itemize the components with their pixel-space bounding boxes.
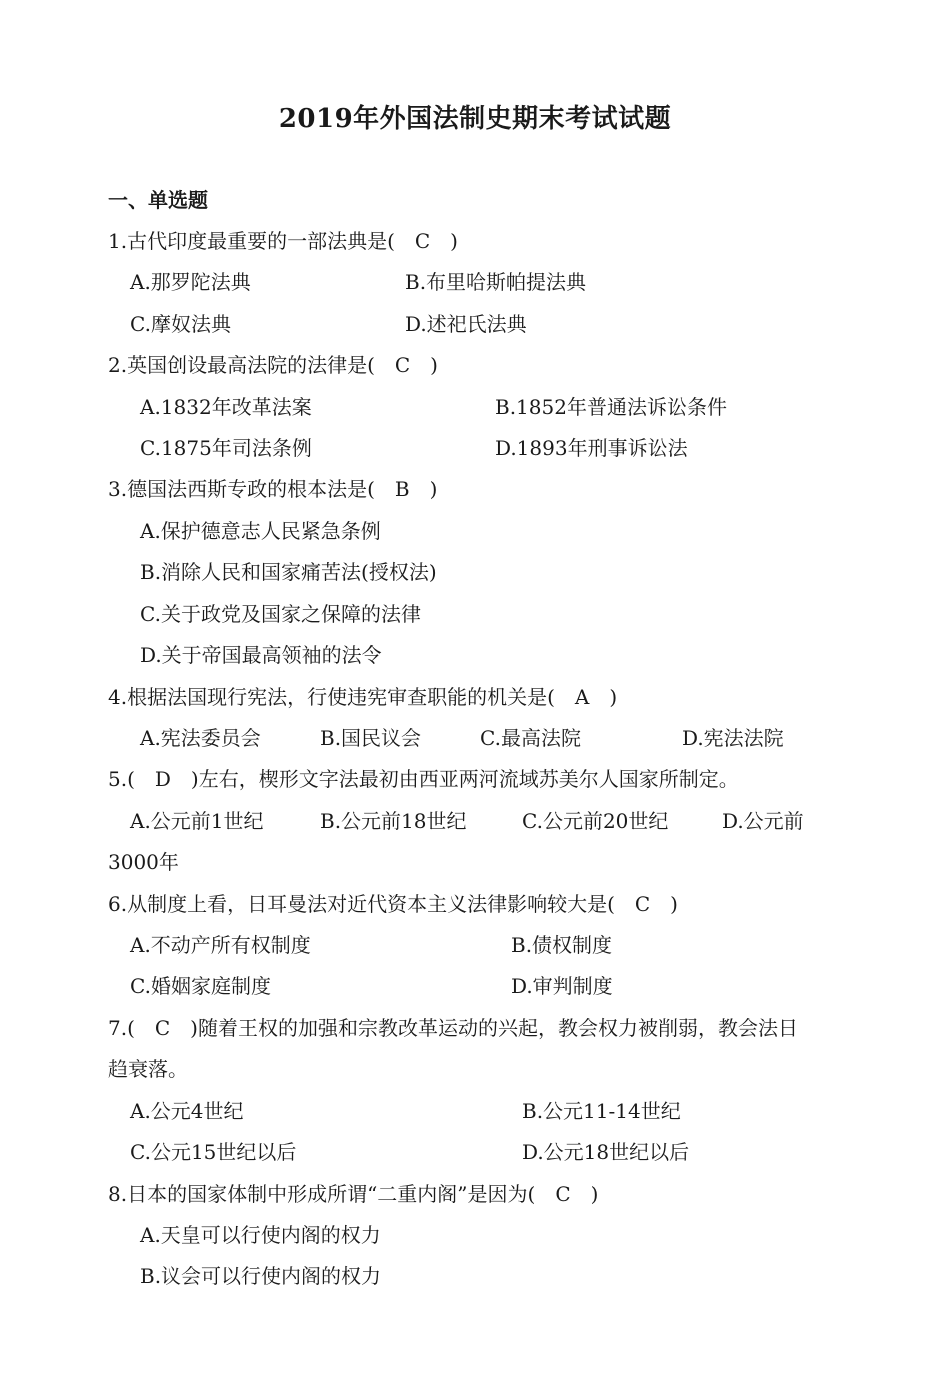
question-8-stem: 8.日本的国家体制中形成所谓“二重内阁”是因为( C ) bbox=[108, 1182, 599, 1206]
page-title: 2019年外国法制史期末考试试题 bbox=[278, 104, 672, 134]
question-5-option-c: C.公元前20世纪 bbox=[522, 809, 669, 833]
question-6-stem: 6.从制度上看，日耳曼法对近代资本主义法律影响较大是( C ) bbox=[108, 892, 678, 916]
question-2-option-c: C.1875年司法条例 bbox=[140, 436, 312, 460]
question-7-option-b: B.公元11-14世纪 bbox=[522, 1099, 681, 1123]
question-7-stem-wrap: 趋衰落。 bbox=[108, 1057, 188, 1081]
question-7-stem: 7.( C )随着王权的加强和宗教改革运动的兴起，教会权力被削弱，教会法日 bbox=[108, 1016, 798, 1040]
question-4-option-d: D.宪法法院 bbox=[682, 726, 784, 750]
question-8-option-b: B.议会可以行使内阁的权力 bbox=[140, 1264, 382, 1288]
question-1-option-b: B.布里哈斯帕提法典 bbox=[405, 270, 587, 294]
question-7-option-a: A.公元4世纪 bbox=[130, 1099, 244, 1123]
question-3-option-c: C.关于政党及国家之保障的法律 bbox=[140, 602, 421, 626]
question-3-option-b: B.消除人民和国家痛苦法(授权法) bbox=[140, 560, 437, 584]
question-5-option-d: D.公元前 bbox=[722, 809, 804, 833]
question-4-stem: 4.根据法国现行宪法，行使违宪审查职能的机关是( A ) bbox=[108, 685, 618, 709]
question-8-option-a: A.天皇可以行使内阁的权力 bbox=[140, 1223, 381, 1247]
question-6-option-b: B.债权制度 bbox=[511, 933, 613, 957]
question-2-stem: 2.英国创设最高法院的法律是( C ) bbox=[108, 353, 438, 377]
question-3-option-a: A.保护德意志人民紧急条例 bbox=[140, 519, 381, 543]
question-3-option-d: D.关于帝国最高领袖的法令 bbox=[140, 643, 382, 667]
question-5-stem: 5.( D )左右，楔形文字法最初由西亚两河流域苏美尔人国家所制定。 bbox=[108, 767, 739, 791]
question-5-option-d-wrap: 3000年 bbox=[108, 850, 179, 874]
question-2-option-b: B.1852年普通法诉讼条件 bbox=[495, 395, 727, 419]
question-4-option-b: B.国民议会 bbox=[320, 726, 422, 750]
question-1-option-d: D.述祀氏法典 bbox=[405, 312, 527, 336]
question-7-option-c: C.公元15世纪以后 bbox=[130, 1140, 297, 1164]
question-3-stem: 3.德国法西斯专政的根本法是( B ) bbox=[108, 477, 438, 501]
question-6-option-c: C.婚姻家庭制度 bbox=[130, 974, 271, 998]
question-1-option-a: A.那罗陀法典 bbox=[130, 270, 251, 294]
section-heading: 一、单选题 bbox=[108, 188, 208, 212]
question-5-option-b: B.公元前18世纪 bbox=[320, 809, 467, 833]
question-5-option-a: A.公元前1世纪 bbox=[130, 809, 264, 833]
question-6-option-d: D.审判制度 bbox=[511, 974, 613, 998]
question-2-option-a: A.1832年改革法案 bbox=[140, 395, 312, 419]
question-6-option-a: A.不动产所有权制度 bbox=[130, 933, 311, 957]
question-2-option-d: D.1893年刑事诉讼法 bbox=[495, 436, 688, 460]
question-4-option-a: A.宪法委员会 bbox=[140, 726, 261, 750]
question-4-option-c: C.最高法院 bbox=[480, 726, 581, 750]
question-7-option-d: D.公元18世纪以后 bbox=[522, 1140, 690, 1164]
question-1-stem: 1.古代印度最重要的一部法典是( C ) bbox=[108, 229, 458, 253]
question-1-option-c: C.摩奴法典 bbox=[130, 312, 231, 336]
